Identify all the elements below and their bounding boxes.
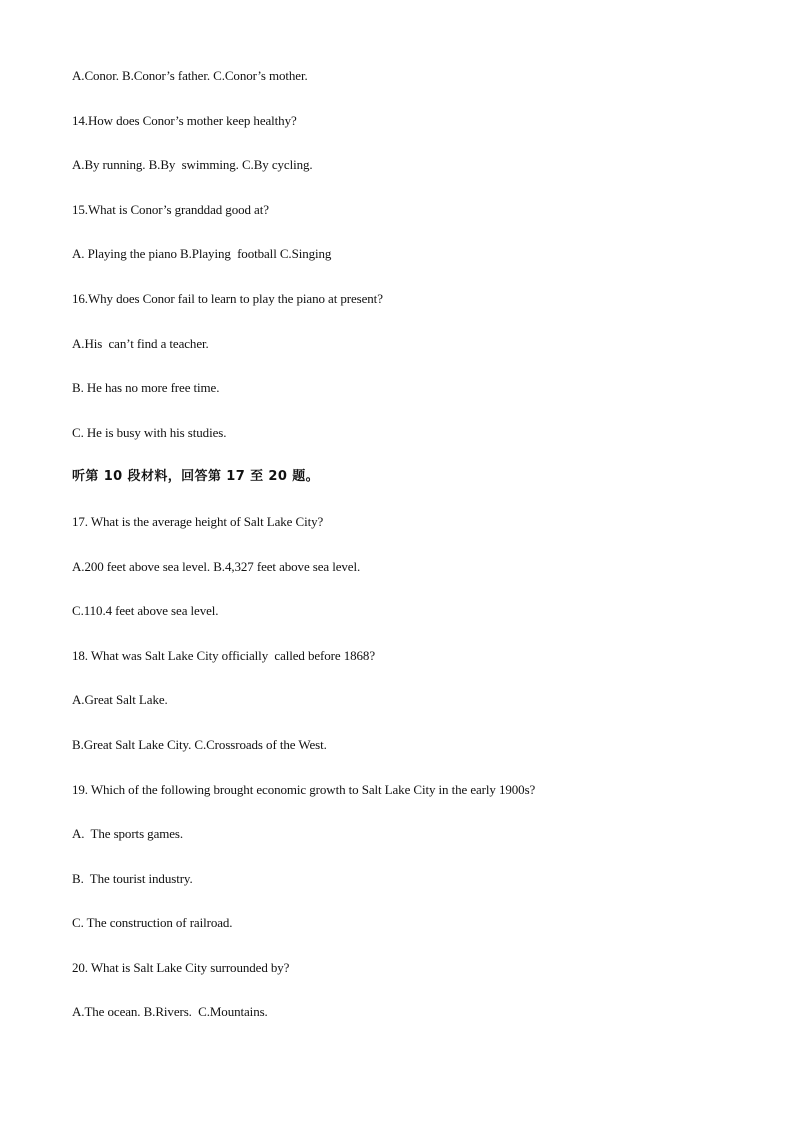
question-17: 17. What is the average height of Salt Lake City? [72,513,324,529]
answer-options-17ab: A.200 feet above sea level. B.4,327 feet above sea level. [72,558,361,574]
answer-options-13: A.Conor. B.Conor’s father. C.Conor’s mother. [72,68,308,83]
question-14: 14.How does Conor’s mother keep healthy? [72,112,297,128]
answer-option-18a: A.Great Salt Lake. [72,692,168,708]
exam-content [72,66,732,1047]
answer-option-16b: B. He has no more free time. [72,380,220,396]
answer-option-19c: C. The construction of railroad. [72,915,233,931]
answer-options-20: A.The ocean. B.Rivers. C.Mountains. [72,1004,268,1020]
answer-option-19b: B. The tourist industry. [72,870,193,886]
answer-option-16a: A.His can’t find a teacher. [72,335,209,351]
question-20: 20. What is Salt Lake City surrounded by? [72,959,290,975]
question-15: 15.What is Conor’s granddad good at? [72,201,269,217]
answer-option-19a: A. The sports games. [72,826,184,842]
answer-option-16c: C. He is busy with his studies. [72,424,227,440]
answer-option-17c: C.110.4 feet above sea level. [72,603,219,619]
question-18: 18. What was Salt Lake City officially called before 1868? [72,647,375,663]
answer-options-18bc: B.Great Salt Lake City. C.Crossroads of the West. [72,736,327,752]
answer-options-15: A. Playing the piano B.Playing football C.Singing [72,246,332,262]
question-19: 19. Which of the following brought economic growth to Salt Lake City in the early 1900s? [72,781,536,797]
section-heading: 听第 10 段材料，回答第 17 至 20 题。 [72,469,320,485]
question-16: 16.Why does Conor fail to learn to play the piano at present? [72,290,383,306]
answer-options-14: A.By running. B.By swimming. C.By cycling. [72,157,313,173]
